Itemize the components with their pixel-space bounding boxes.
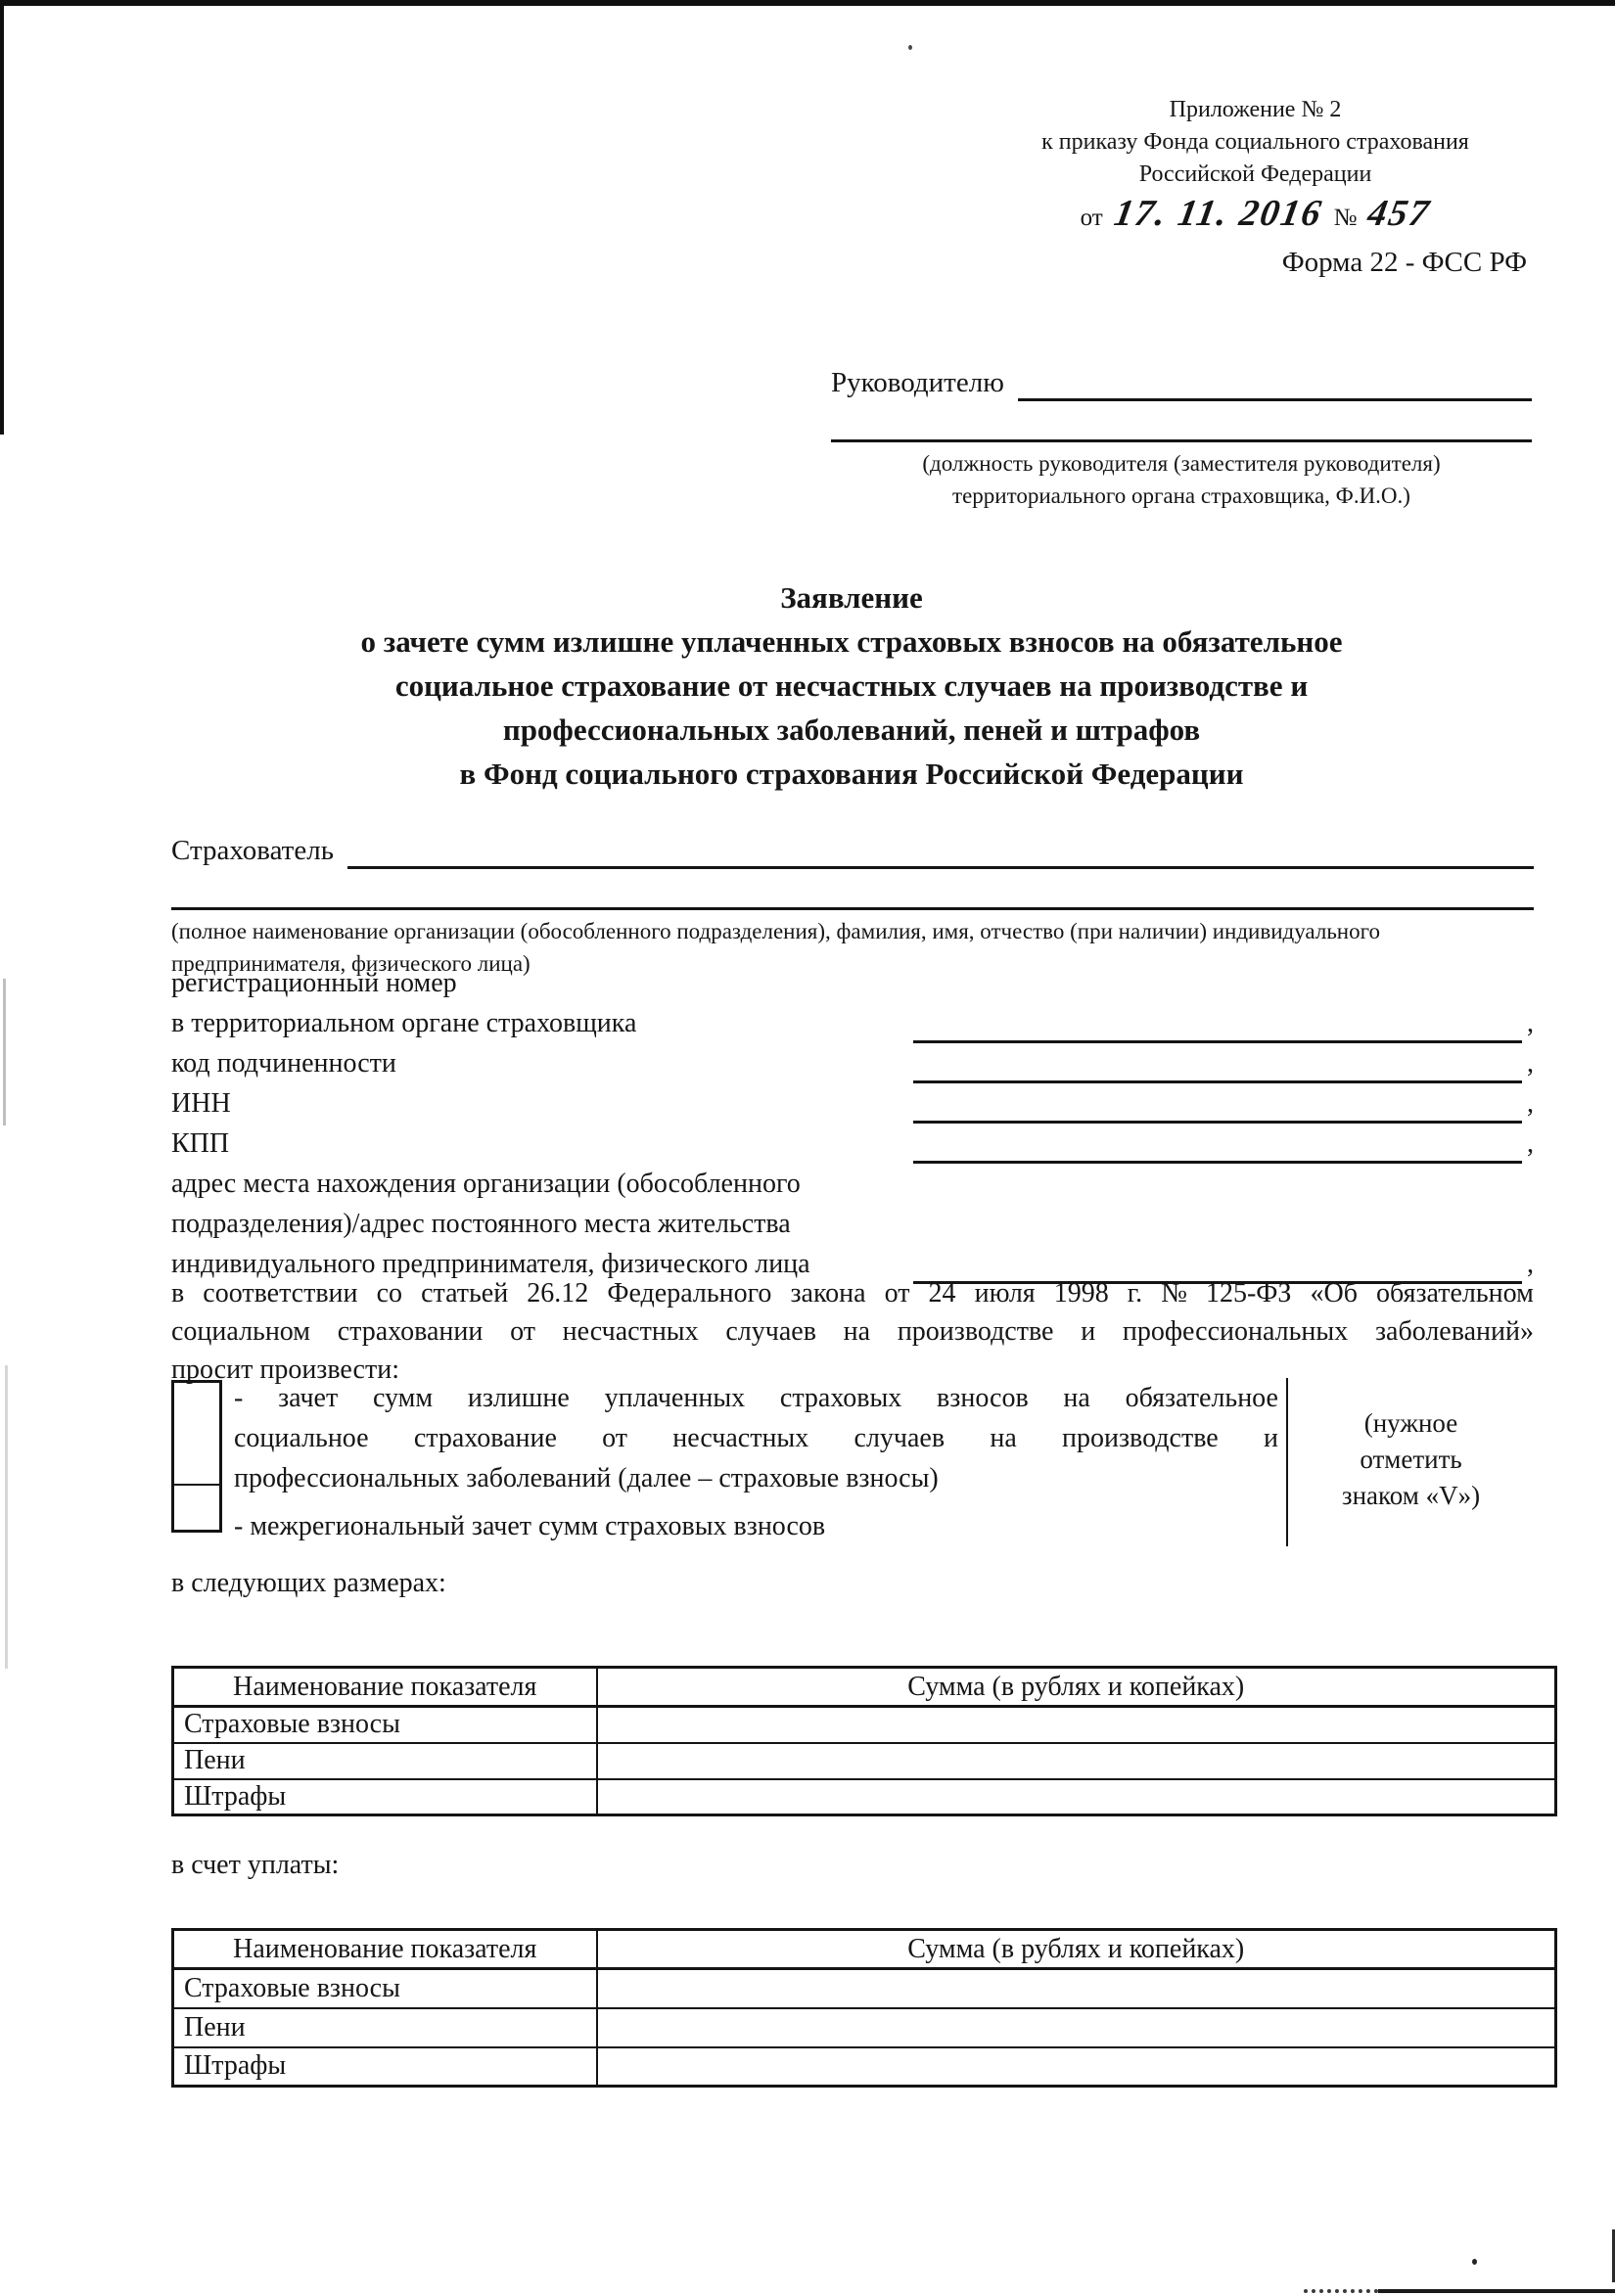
amount-cell-contributions[interactable] [597,1707,1556,1743]
form-code: Форма 22 - ФСС РФ [1281,247,1527,278]
statement-request: просит произвести: [171,1355,399,1385]
scan-smudge [5,1365,8,1669]
title-line-2: о зачете сумм излишне уплаченных страховых взносов на обязательное [360,624,1343,659]
registration-number-label-2: в территориальном органе страховщика [171,1008,637,1038]
scan-edge-left [0,6,4,435]
address-label-2: подразделения)/адрес постоянного места жительства [171,1209,791,1239]
addressee-caption-line-1: (должность руководителя (заместителя руководителя) [922,451,1441,476]
mark-note [1288,1405,1534,1520]
checkbox-column [171,1380,222,1546]
document-title [171,575,1532,796]
insured-name-line-1[interactable] [347,832,1534,869]
table-row [173,1707,1556,1743]
kpp-label: КПП [171,1128,230,1159]
payment-table [171,1928,1557,2088]
registration-number-input[interactable] [913,1010,1522,1043]
registration-number-label-1: регистрационный номер [171,968,457,998]
statement-line-1: в соответствии со статьей 26.12 Федерального закона от 24 июля 1998 г. № 125-ФЗ «Об обязательном [171,1278,1534,1309]
col-header-amount: Сумма (в рублях и копейках) [597,1930,1556,1969]
handwritten-order-number: 457 [1364,193,1435,234]
option-offset-text [234,1378,1278,1498]
amounts-table [171,1666,1557,1816]
amount-cell-penalties[interactable] [597,2008,1556,2047]
scan-edge-bottom-dashed [1304,2289,1378,2293]
field-comma: , [1527,1008,1534,1038]
amount-cell-fines[interactable] [597,2047,1556,2087]
interregional-offset-checkbox[interactable] [171,1484,222,1533]
statement-line-2: социальном страховании от несчастных случаев на производстве и профессиональных заболеваний» [171,1316,1534,1347]
title-line-5: в Фонд социального страхования Российской Федерации [459,757,1244,791]
field-inn [171,1083,1534,1124]
subordination-code-label: код подчиненности [171,1048,396,1079]
scan-speck [1472,2259,1477,2265]
insured-caption-line-1: (полное наименование организации (обособленного подразделения), фамилия, имя, отчество (при наличии) индивидуального [171,919,1380,943]
order-number-sign: № [1333,205,1358,231]
table-header-row [173,1668,1556,1707]
table-row [173,1779,1556,1815]
insured-caption-line-2: предпринимателя, физического лица) [171,951,531,976]
row-label-penalties: Пени [173,2008,597,2047]
scan-smudge [3,979,6,1125]
addressee-input-line-2[interactable] [831,401,1532,442]
row-label-fines: Штрафы [173,1779,597,1815]
payment-intro: в счет уплаты: [171,1850,340,1880]
amounts-intro: в следующих размерах: [171,1568,446,1598]
option-offset-line-2: социальное страхование от несчастных случаев на производстве и [234,1423,1278,1453]
field-subordination-code [171,1043,1534,1083]
kpp-input[interactable] [913,1130,1522,1164]
annex-reference [979,94,1532,234]
insured-label: Страхователь [171,835,334,866]
option-texts [234,1378,1288,1546]
insured-name-line-2[interactable] [171,869,1534,910]
col-header-indicator: Наименование показателя [173,1668,597,1707]
inn-input[interactable] [913,1090,1522,1124]
field-comma: , [1527,1048,1534,1079]
field-registration-number [171,963,1534,1043]
title-line-1: Заявление [780,580,923,615]
title-line-4: профессиональных заболеваний, пеней и штрафов [502,712,1201,747]
legal-statement [171,1274,1534,1389]
addressee-input-line-1[interactable] [1018,364,1532,401]
addressee-block [831,364,1532,512]
handwritten-order-date: 17. 11. 2016 [1110,193,1326,234]
inn-label: ИНН [171,1088,231,1119]
scan-edge-bottom [1378,2289,1615,2293]
mark-note-line-3: знаком «V») [1341,1480,1481,1510]
table-header-row [173,1930,1556,1969]
field-comma: , [1527,1128,1534,1159]
address-label-1: адрес места нахождения организации (обособленного [171,1169,801,1199]
order-line [979,194,1532,234]
registration-fields [171,963,1534,1284]
field-address [171,1164,1534,1284]
mark-note-line-2: отметить [1360,1444,1462,1474]
order-prefix: от [1080,205,1103,231]
scan-speck [908,45,912,50]
addressee-caption-line-2: территориального органа страховщика, Ф.И.О.) [952,483,1410,508]
annex-line-2: к приказу Фонда социального страхования [1041,129,1469,155]
annex-line-1: Приложение № 2 [1169,97,1342,122]
row-label-contributions: Страховые взносы [173,1707,597,1743]
amount-cell-contributions[interactable] [597,1969,1556,2008]
table-row [173,1743,1556,1779]
title-line-3: социальное страхование от несчастных случаев на производстве и [394,668,1309,703]
scan-edge-top [0,0,1615,6]
row-label-fines: Штрафы [173,2047,597,2087]
offset-options [171,1378,1534,1546]
row-label-penalties: Пени [173,1743,597,1779]
subordination-code-input[interactable] [913,1050,1522,1083]
option-offset-line-3: профессиональных заболеваний (далее – страховые взносы) [234,1463,939,1493]
offset-checkbox[interactable] [171,1380,222,1484]
table-row [173,2047,1556,2087]
row-label-contributions: Страховые взносы [173,1969,597,2008]
annex-line-3: Российской Федерации [1138,161,1372,187]
address-label-3: индивидуального предпринимателя, физического лица [171,1249,810,1279]
option-interregional-text: - межрегиональный зачет сумм страховых взносов [234,1511,826,1541]
option-offset-line-1: - зачет сумм излишне уплаченных страховых взносов на обязательное [234,1383,1278,1413]
table-row [173,1969,1556,2008]
addressee-label: Руководителю [831,367,1004,398]
amount-cell-penalties[interactable] [597,1743,1556,1779]
insured-block [171,832,1534,980]
field-kpp [171,1124,1534,1164]
table-row [173,2008,1556,2047]
amount-cell-fines[interactable] [597,1779,1556,1815]
field-comma: , [1527,1088,1534,1119]
mark-note-line-1: (нужное [1363,1407,1458,1438]
col-header-indicator: Наименование показателя [173,1930,597,1969]
col-header-amount: Сумма (в рублях и копейках) [597,1668,1556,1707]
field-comma: , [1527,1249,1534,1279]
